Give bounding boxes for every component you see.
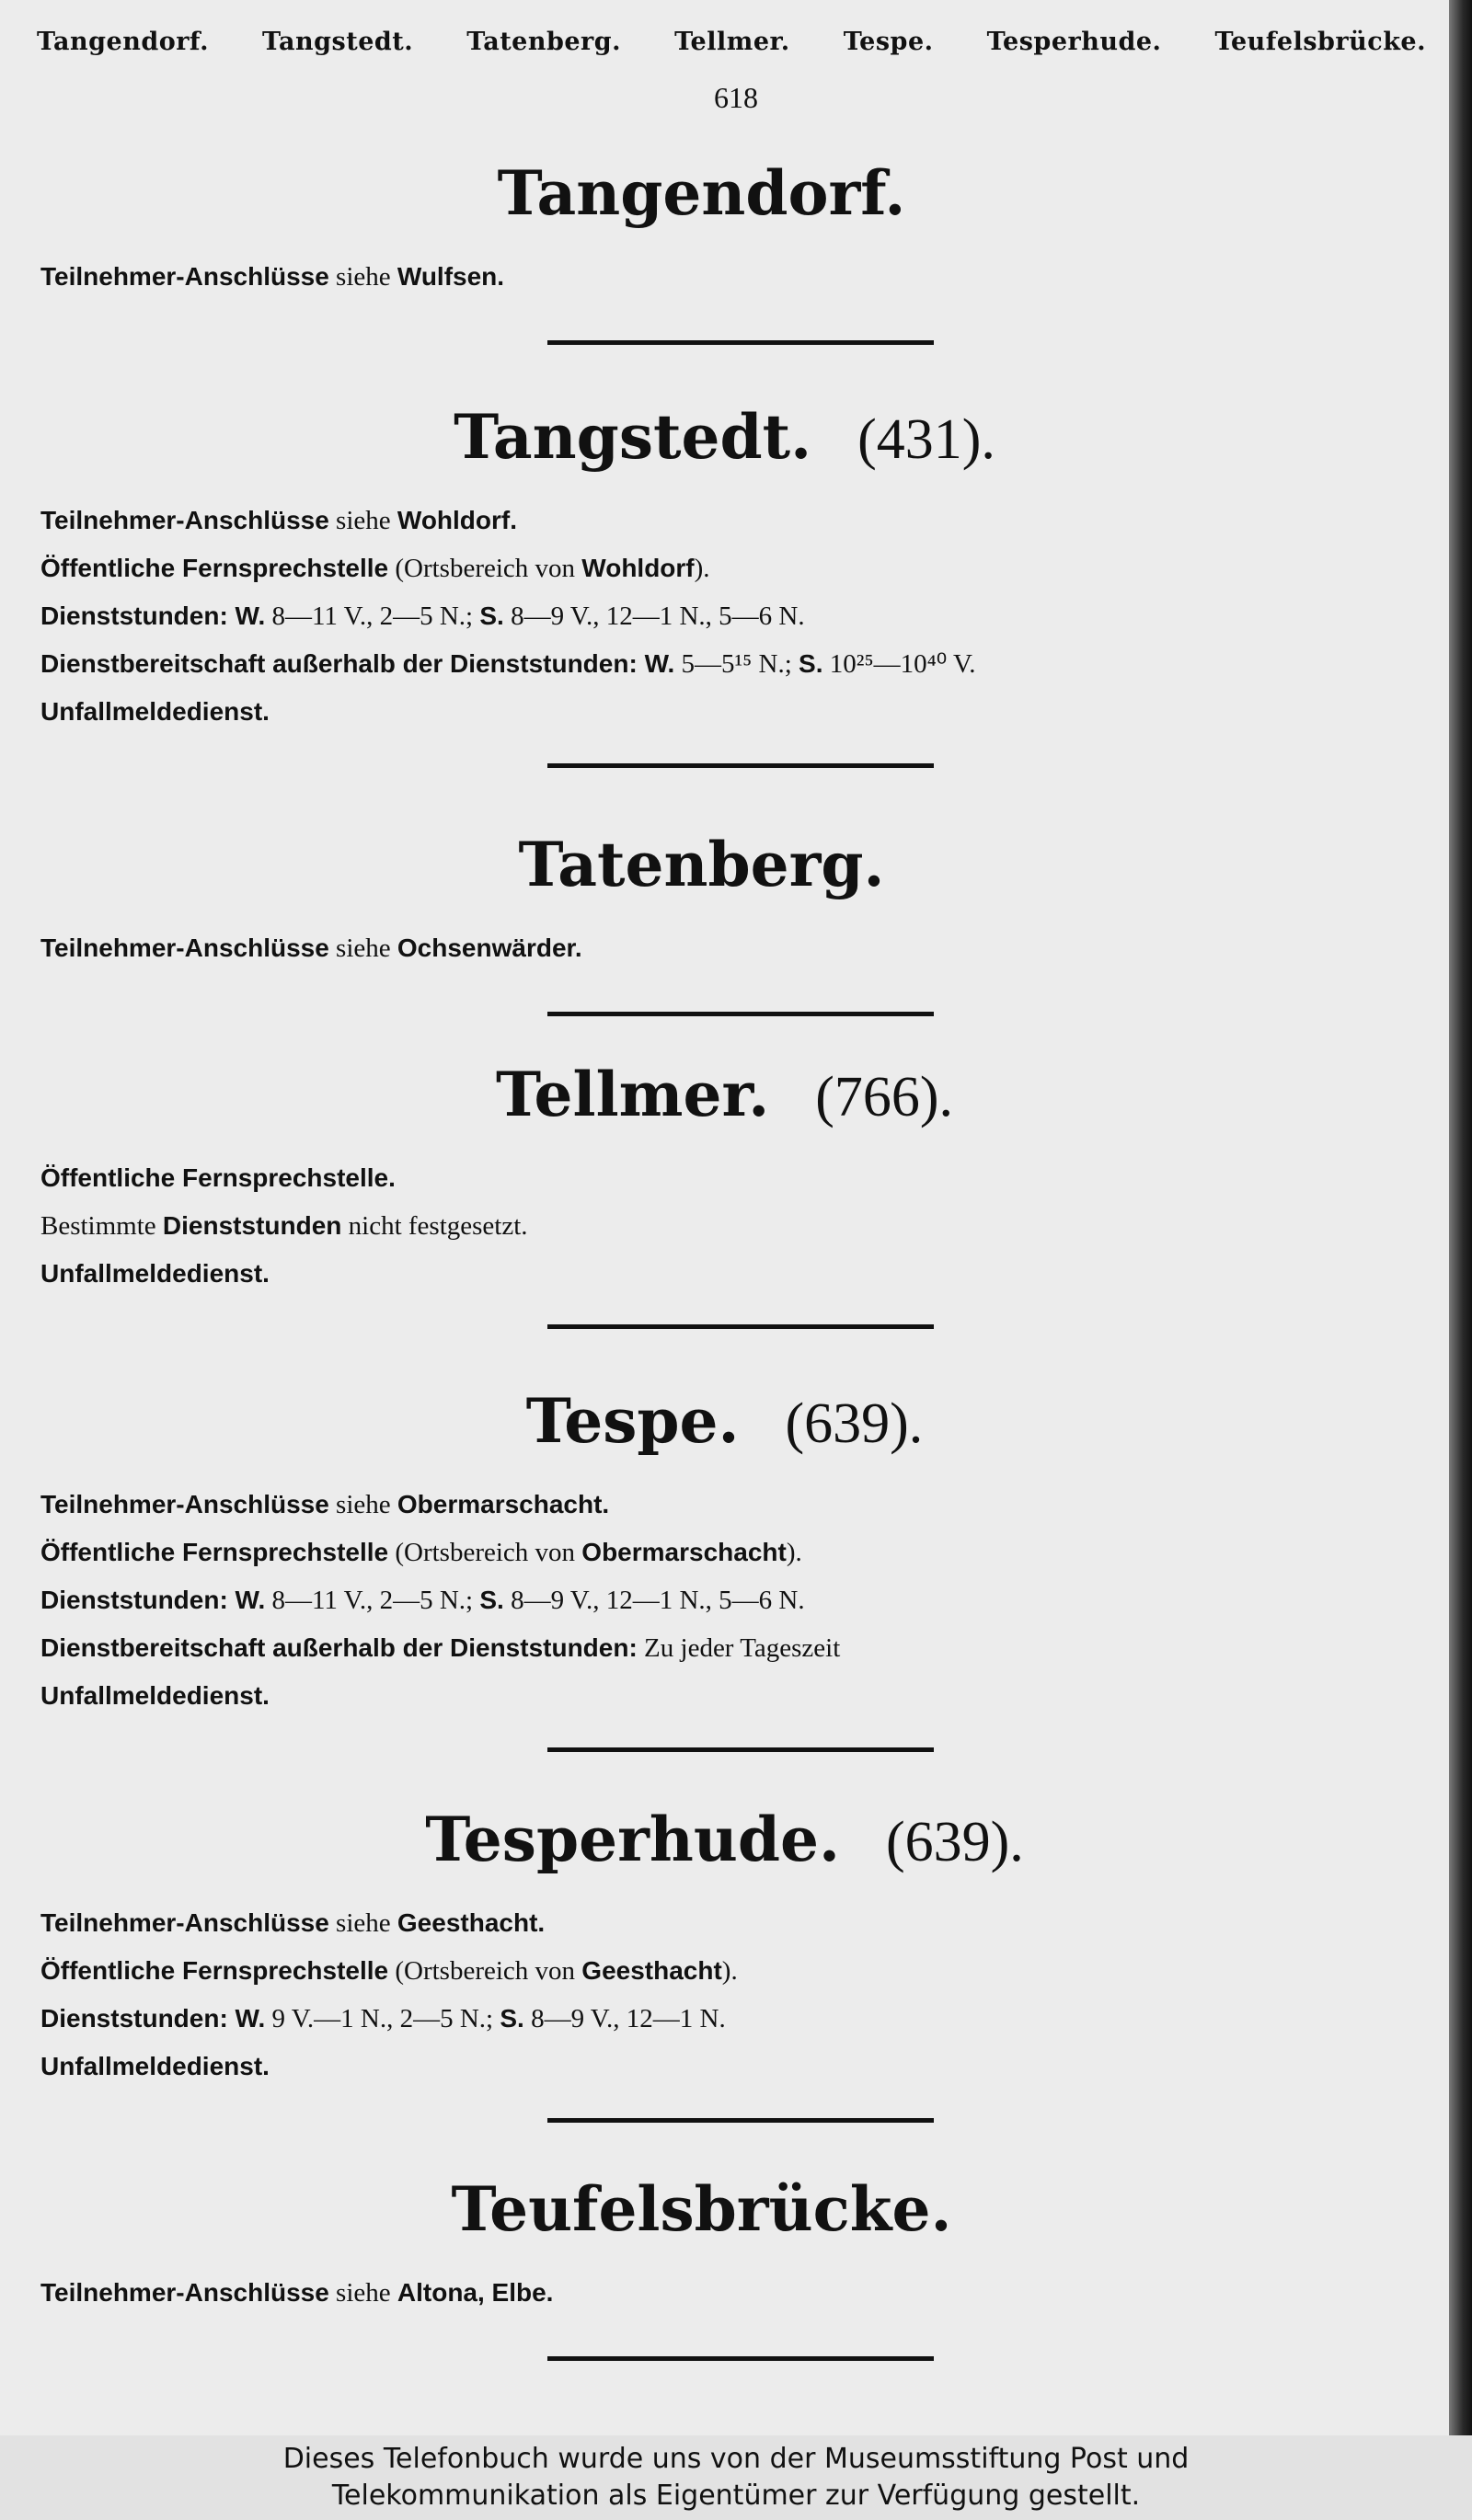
entry-keyword: Wohldorf (581, 554, 695, 582)
entry-line (40, 1624, 1449, 1672)
area-code: (639). (785, 1392, 924, 1455)
entry-text: siehe (328, 1490, 397, 1519)
entry-keyword: Dienststunden: W. (40, 1586, 266, 1614)
place-name: Teufelsbrücke. (451, 2173, 952, 2245)
section-lines (0, 1899, 1449, 2090)
section-title (0, 1803, 1449, 1879)
entry-line (40, 1481, 1449, 1529)
place-name: Tesperhude. (425, 1804, 840, 1875)
entry-line (40, 1672, 1449, 1720)
entry-line (40, 2043, 1449, 2090)
entry-text: 8—11 V., 2—5 N.; (265, 601, 480, 631)
scan-edge (1449, 0, 1472, 2435)
section-tangendorf (0, 156, 1449, 301)
entry-keyword: Geesthacht. (397, 1908, 546, 1937)
running-head-entry: Tellmer. (674, 28, 790, 56)
place-name: Tatenberg. (518, 829, 885, 900)
entry-line (40, 1576, 1449, 1624)
place-name: Tangendorf. (497, 157, 906, 229)
area-code: (766). (815, 1066, 953, 1128)
area-code: (431). (857, 408, 995, 471)
section-teufelsbruecke (0, 2172, 1449, 2317)
entry-keyword: S. (479, 1586, 504, 1614)
page-number: 618 (714, 81, 758, 114)
footer-line: Dieses Telefonbuch wurde uns von der Museumsstiftung Post und (282, 2443, 1190, 2475)
section-divider (547, 1324, 934, 1329)
section-lines (0, 924, 1449, 972)
entry-text: Zu jeder Tageszeit (637, 1633, 841, 1663)
entry-line (40, 592, 1449, 640)
entry-keyword: Obermarschacht. (397, 1490, 610, 1518)
entry-line (40, 1529, 1449, 1576)
section-tesperhude (0, 1803, 1449, 2090)
entry-line (40, 1202, 1449, 1250)
section-tangstedt (0, 400, 1449, 736)
entry-text: (Ortsbereich von (388, 1956, 582, 1986)
running-head-entry: Tangstedt. (262, 28, 414, 56)
entry-line (40, 544, 1449, 592)
section-title (0, 1384, 1449, 1460)
entry-text: 8—11 V., 2—5 N.; (265, 1586, 480, 1615)
section-tellmer (0, 1058, 1449, 1298)
section-lines (0, 497, 1449, 736)
footer-line: Telekommunikation als Eigentümer zur Verfügung gestellt. (331, 2480, 1141, 2512)
entry-keyword: Teilnehmer-Anschlüsse (40, 262, 329, 291)
area-code: (639). (885, 1811, 1024, 1873)
section-title (0, 156, 1449, 233)
running-head-entry: Tespe. (843, 28, 934, 56)
entry-text: 10²⁵—10⁴⁰ V. (822, 649, 976, 679)
entry-text: (Ortsbereich von (388, 1538, 582, 1567)
section-lines (0, 1481, 1449, 1720)
section-tatenberg (0, 828, 1449, 972)
footer-notice (0, 2435, 1472, 2520)
entry-keyword: Ochsenwärder. (397, 934, 582, 962)
entry-line (40, 1154, 1449, 1202)
entry-text: siehe (328, 2278, 397, 2308)
entry-text: nicht festgesetzt. (341, 1211, 528, 1241)
entry-text: (Ortsbereich von (388, 554, 582, 583)
entry-line (40, 1995, 1449, 2043)
entry-keyword: Dienstbereitschaft außerhalb der Dienststunden: (40, 1633, 638, 1662)
entry-keyword: Geesthacht (581, 1956, 722, 1985)
entry-text: siehe (328, 262, 397, 292)
section-divider (547, 1747, 934, 1752)
section-divider (547, 1012, 934, 1016)
entry-keyword: Unfallmeldedienst. (40, 697, 270, 726)
entry-text: ). (694, 554, 710, 583)
entry-keyword: Teilnehmer-Anschlüsse (40, 1490, 329, 1518)
entry-keyword: Dienststunden: W. (40, 601, 266, 630)
entry-text: 5—5¹⁵ N.; (674, 649, 799, 679)
place-name: Tangstedt. (454, 401, 812, 473)
section-divider (547, 763, 934, 768)
section-title (0, 828, 1449, 904)
entry-text: 8—9 V., 12—1 N. (523, 2004, 726, 2033)
entry-line (40, 253, 1449, 301)
entry-keyword: Unfallmeldedienst. (40, 1259, 270, 1288)
entry-line (40, 2269, 1449, 2317)
entry-keyword: Öffentliche Fernsprechstelle (40, 1956, 389, 1985)
entry-text: 8—9 V., 12—1 N., 5—6 N. (503, 1586, 805, 1615)
section-title (0, 2172, 1449, 2249)
entry-keyword: Wohldorf. (397, 506, 518, 534)
entry-text: 8—9 V., 12—1 N., 5—6 N. (503, 601, 805, 631)
section-lines (0, 1154, 1449, 1298)
entry-keyword: Dienstbereitschaft außerhalb der Dienststunden: W. (40, 649, 675, 678)
entry-keyword: Teilnehmer-Anschlüsse (40, 934, 329, 962)
entry-line (40, 1899, 1449, 1947)
entry-line (40, 1947, 1449, 1995)
section-divider (547, 340, 934, 345)
entry-keyword: S. (479, 601, 504, 630)
entry-text: 9 V.—1 N., 2—5 N.; (265, 2004, 500, 2033)
entry-keyword: Dienststunden (162, 1211, 342, 1240)
entry-keyword: Teilnehmer-Anschlüsse (40, 2278, 329, 2307)
running-head (37, 28, 1426, 56)
section-title (0, 400, 1449, 476)
running-head-entry: Tatenberg. (466, 28, 622, 56)
entry-line (40, 640, 1449, 688)
running-head-entry: Tangendorf. (37, 28, 209, 56)
entry-keyword: Unfallmeldedienst. (40, 1681, 270, 1710)
entry-text: ). (786, 1538, 802, 1567)
entry-text: Bestimmte (40, 1211, 163, 1241)
entry-keyword: Öffentliche Fernsprechstelle. (40, 1163, 396, 1192)
entry-keyword: Wulfsen. (397, 262, 505, 291)
entry-keyword: Teilnehmer-Anschlüsse (40, 506, 329, 534)
entry-text: siehe (328, 934, 397, 963)
entry-text: siehe (328, 506, 397, 535)
entry-keyword: S. (799, 649, 823, 678)
entry-keyword: Öffentliche Fernsprechstelle (40, 554, 389, 582)
entry-text: ). (721, 1956, 738, 1986)
section-title (0, 1058, 1449, 1134)
entry-keyword: Altona, Elbe. (397, 2278, 554, 2307)
place-name: Tellmer. (496, 1059, 770, 1130)
entry-line (40, 1250, 1449, 1298)
entry-keyword: Obermarschacht (581, 1538, 787, 1566)
running-head-entry: Teufelsbrücke. (1214, 28, 1426, 56)
section-tespe (0, 1384, 1449, 1720)
entry-keyword: Öffentliche Fernsprechstelle (40, 1538, 389, 1566)
entry-line (40, 497, 1449, 544)
entry-keyword: Dienststunden: W. (40, 2004, 266, 2033)
section-lines (0, 2269, 1449, 2317)
entry-keyword: S. (500, 2004, 524, 2033)
section-lines (0, 253, 1449, 301)
entry-line (40, 688, 1449, 736)
section-divider (547, 2118, 934, 2123)
running-head-entry: Tesperhude. (986, 28, 1162, 56)
place-name: Tespe. (525, 1385, 740, 1457)
entry-keyword: Teilnehmer-Anschlüsse (40, 1908, 329, 1937)
entry-keyword: Unfallmeldedienst. (40, 2052, 270, 2080)
entry-line (40, 924, 1449, 972)
entry-text: siehe (328, 1908, 397, 1938)
section-divider (547, 2356, 934, 2361)
